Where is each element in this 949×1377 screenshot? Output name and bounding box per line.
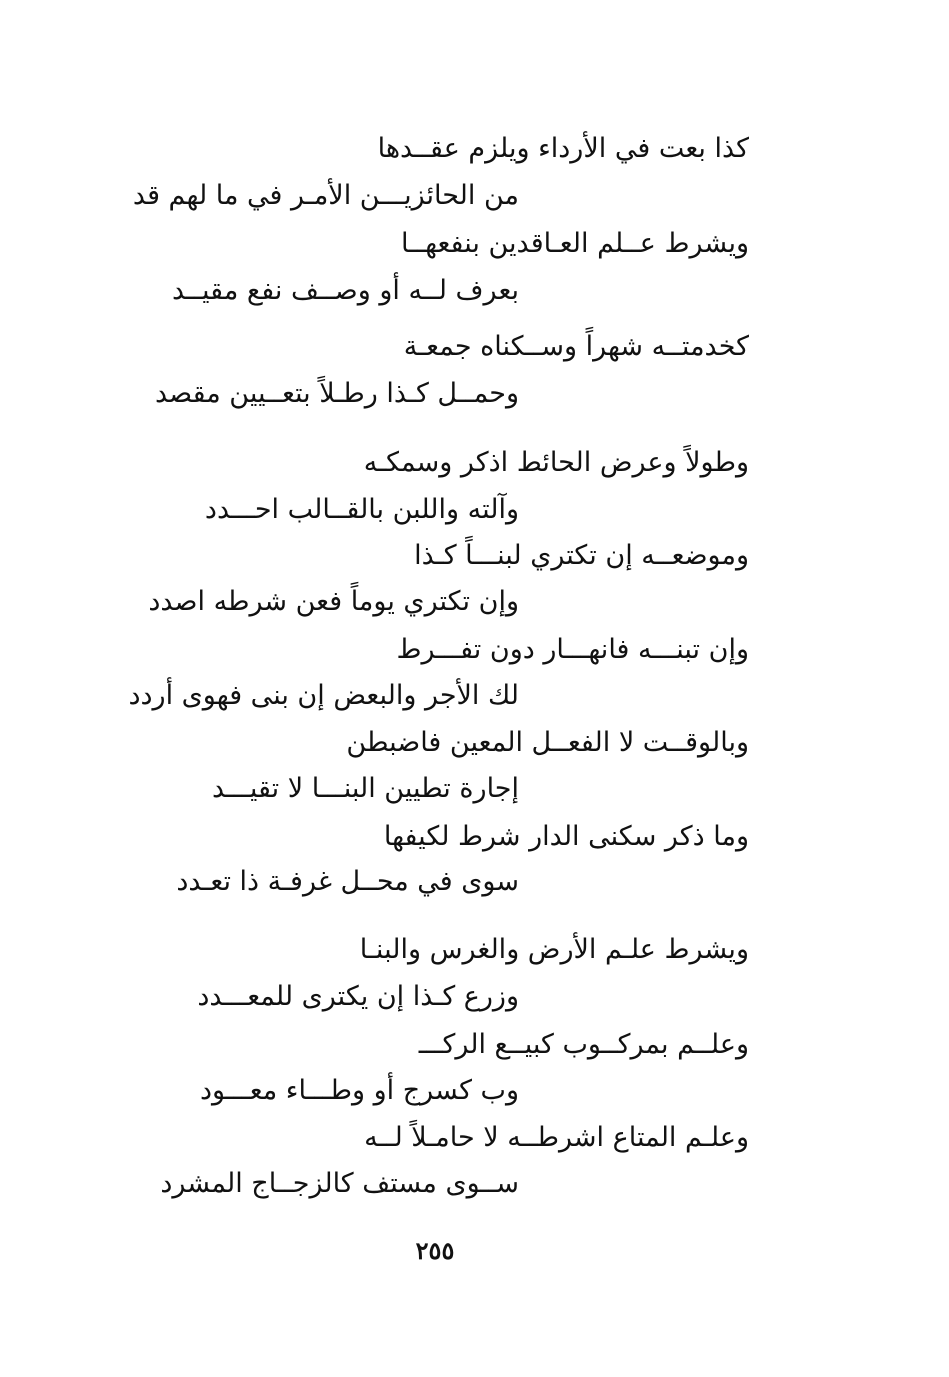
verse-1-first-hemistich: كذا بعت في الأرداء ويلزم عقــدها <box>377 133 749 164</box>
verse-8-first-hemistich: وما ذكر سكنى الدار شرط لكيفها <box>383 821 749 852</box>
verse-3-second-hemistich: وحمــل كـذا رطـلاً بتعــيين مقصد <box>155 378 519 409</box>
verse-2-second-hemistich: بعرف لــه أو وصــف نفع مقيــد <box>172 275 519 306</box>
verse-10-second-hemistich: وب كسرج أو وطـــاء معـــود <box>200 1075 519 1106</box>
verse-1-second-hemistich: من الحائزيـــن الأمـر في ما لهم قد <box>132 180 519 211</box>
verse-2-first-hemistich: ويشرط عــلم العـاقدين بنفعهــا <box>401 228 749 259</box>
verse-4-first-hemistich: وطولاً وعرض الحائط اذكر وسمكـه <box>363 447 749 478</box>
verse-9-second-hemistich: وزرع كـذا إن يكترى للمعـــدد <box>197 981 519 1012</box>
verse-5-second-hemistich: وإن تكتري يوماً فعن شرطه اصدد <box>148 586 519 617</box>
verse-4-second-hemistich: وآلته واللبن بالقــالب احـــدد <box>204 494 519 525</box>
verse-10-first-hemistich: وعلــم بمركــوب كبيــع الركـــ <box>418 1029 749 1060</box>
verse-5-first-hemistich: وموضعــه إن تكتري لبنـــاً كـذا <box>414 540 749 571</box>
page-number: ٢٥٥ <box>415 1236 455 1265</box>
verse-7-first-hemistich: وبالوقــت لا الفعــل المعين فاضبطن <box>346 727 749 758</box>
verse-6-second-hemistich: لك الأجر والبعض إن بنى فهوى أردد <box>128 680 519 711</box>
verse-3-first-hemistich: كخدمتــه شهراً وســكناه جمعـة <box>403 331 749 362</box>
verse-6-first-hemistich: وإن تبنـــه فانهـــار دون تفـــرط <box>396 634 749 665</box>
verse-9-first-hemistich: ويشرط علـم الأرض والغرس والبنـا <box>359 934 749 965</box>
verse-7-second-hemistich: إجارة تطيين البنـــا لا تقيـــد <box>211 773 519 804</box>
verse-11-first-hemistich: وعلـم المتاع اشرطــه لا حامـلاً لــه <box>364 1122 749 1153</box>
verse-8-second-hemistich: سوى في محــل غرفـة ذا تعـدد <box>176 866 519 897</box>
verse-11-second-hemistich: ســوى مستف كالزجــاج المشرد <box>160 1168 519 1199</box>
